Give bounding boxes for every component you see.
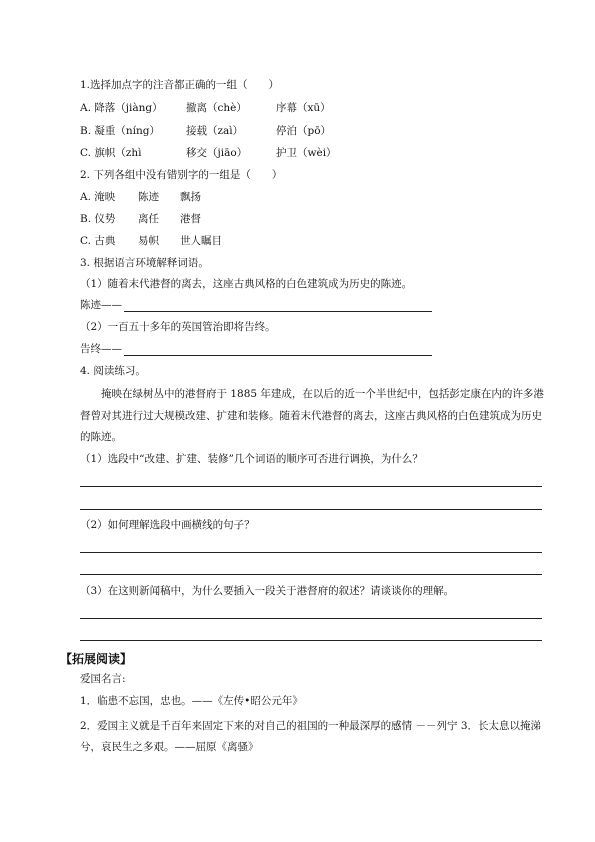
q1-b-col2: 接载（zaì） [186,125,244,137]
q3-sentence-1: （1）随着末代港督的离去，这座古典风格的白色建筑成为历史的陈迹。 [80,278,413,290]
q1-b-col3: 停泊（pō） [276,125,332,137]
q3-sentence-2: （2）一百五十多年的英国管治即将告终。 [80,321,276,333]
q3-answer-1-line[interactable] [124,311,432,312]
extended-reading-heading: 【拓展阅读】 [60,652,133,666]
q3-stem: 3. 根据语言环境解释词语。 [80,257,209,269]
q1-a-col3: 序幕（xū） [276,102,331,114]
q2-b-col2: 离任 [138,213,159,225]
q4-sub-question-3: （3）在这则新闻稿中，为什么要插入一段关于港督府的叙述？请谈谈你的理解。 [80,585,455,597]
quote-item-2: 2．爱国主义就是千百年来固定下来的对自己的祖国的一种最深厚的感情 －－列宁 3．长太息以掩涕兮，哀民生之多艰。——屈原《离骚》 [80,720,542,753]
q1-c-col3: 护卫（wèi） [276,147,337,159]
quote-item-1: 1．临患不忘国，忠也。——《左传•昭公元年》 [80,695,303,707]
q2-b-col1: B. 仪势 [80,213,116,225]
q1-c-col1: C. 旗帜（zhì [80,147,142,159]
q4-sub-3-answer-line-2[interactable] [80,640,542,641]
q3-answer-2-line[interactable] [124,355,432,356]
extended-reading-intro: 爱国名言: [80,673,126,685]
q4-sub-2-answer-line-1[interactable] [80,552,542,553]
q4-sub-question-2: （2）如何理解选段中画横线的句子？ [80,519,255,531]
q2-c-col1: C. 古典 [80,235,116,247]
q4-sub-3-answer-line-1[interactable] [80,618,542,619]
q4-sub-2-answer-line-2[interactable] [80,574,542,575]
q2-a-col1: A. 淹映 [80,191,116,203]
q4-stem: 4. 阅读练习。 [80,365,146,377]
q2-a-col3: 飘扬 [180,191,201,203]
q4-sub-1-answer-line-2[interactable] [80,509,542,510]
q2-c-col2: 易帜 [138,235,159,247]
q1-a-col2: 撤离（chè） [186,102,247,114]
q4-sub-question-1: （1）选段中“改建、扩建、装修”几个词语的顺序可否进行调换，为什么？ [80,453,423,465]
q1-a-col1: A. 降落（jiàng） [80,102,163,114]
q3-answer-1-label: 陈迹—— [80,299,122,311]
q3-answer-2-label: 告终—— [80,343,122,355]
q1-c-col2: 移交（jiāo） [186,147,248,159]
q1-stem: 1.选择加点字的注音都正确的一组（ ） [80,79,280,91]
q2-a-col2: 陈迹 [138,191,159,203]
q2-c-col3: 世人瞩目 [180,235,222,247]
q2-stem: 2. 下列各组中没有错别字的一组是（ ） [80,169,283,181]
q4-passage: 掩映在绿树丛中的港督府于 1885 年建成，在以后的近一个半世纪中，包括彭定康在内的许多港督曾对其进行过大规模改建、扩建和装修。随着末代港督的离去，这座古典风格的白色建筑成为历史的陈迹。 [80,388,544,443]
q4-sub-1-answer-line-1[interactable] [80,486,542,487]
q2-b-col3: 港督 [180,213,201,225]
q1-b-col1: B. 凝重（níng） [80,125,160,137]
